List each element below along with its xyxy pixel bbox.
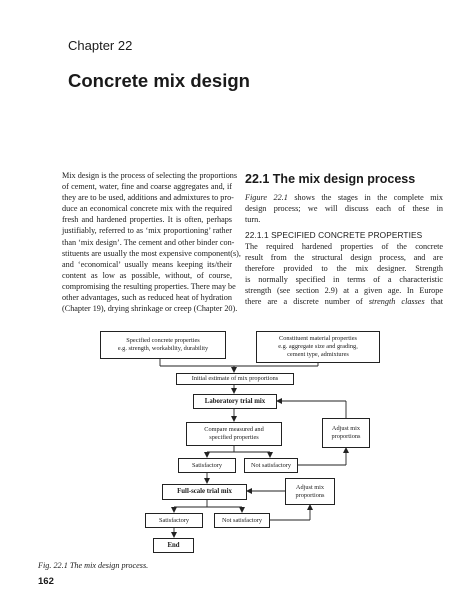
- text-line: than ‘mix design’. The cement and other binder con-: [62, 237, 235, 247]
- box-line: Laboratory trial mix: [204, 397, 266, 405]
- chapter-label: Chapter 22: [68, 38, 133, 53]
- box-line: Constituent material properties: [279, 335, 357, 342]
- text-line: therefore provided to the mix designer. Strength: [245, 264, 443, 274]
- satisfactory-box-2: [145, 513, 203, 528]
- text-line: strength (see section 2.9) at a given age. In Europe: [245, 286, 443, 296]
- text-line: content as low as possible, without, of course,: [62, 270, 232, 280]
- box-line: Satisfactory: [158, 516, 190, 524]
- lab-trial-mix-box: [193, 394, 277, 409]
- initial-estimate-box: [176, 373, 294, 385]
- adjust-proportions-box-2: [285, 478, 335, 505]
- text-line: Mix design is the process of selecting the proportions: [62, 171, 238, 180]
- box-line: Not satisfactory: [221, 516, 263, 524]
- end-box: [153, 538, 194, 553]
- strength-classes-term: strength classes: [368, 297, 425, 307]
- satisfactory-box-1: [178, 458, 236, 473]
- box-line: Initial estimate of mix proportions: [191, 375, 279, 382]
- text-line: The required hardened properties of the concrete: [245, 242, 443, 251]
- box-line: Adjust mix: [295, 483, 325, 491]
- not-satisfactory-box-1: [244, 458, 298, 473]
- adjust-proportions-box-1: [322, 418, 370, 448]
- text-line: design process; we will discuss each of these in: [245, 204, 443, 214]
- specified-properties-box: [100, 331, 226, 359]
- subsection-heading: 22.1.1 SPECIFIED CONCRETE PROPERTIES: [245, 230, 423, 240]
- figure-reference: Figure 22.1: [245, 193, 288, 202]
- not-satisfactory-box-2: [214, 513, 270, 528]
- text-line: fresh and hardened properties. It is often, perhaps: [62, 215, 232, 225]
- text-fragment: shows the stages in the complete mix: [287, 193, 443, 202]
- text-line: and ‘economical’ usually means keeping its/their: [62, 259, 232, 269]
- box-line: End: [167, 541, 180, 549]
- text-line: (Chapter 19), drying shrinkage or creep (Chapter 20).: [62, 304, 238, 314]
- box-line: Compare measured and: [204, 426, 264, 433]
- text-line: of cement, water, fine and coarse aggregates and, if: [62, 182, 232, 192]
- box-line: Full-scale trial mix: [177, 488, 232, 495]
- full-scale-trial-mix-box: [162, 484, 247, 500]
- text-line: is normally specified in terms of a characteristic: [245, 275, 443, 285]
- box-line: Satisfactory: [191, 461, 223, 469]
- text-line: justifiably, referred to as ‘mix proportioning’ rather: [62, 226, 232, 236]
- constituent-properties-box: [256, 331, 380, 363]
- page-number: 162: [38, 576, 54, 587]
- box-line: cement type, admixtures: [287, 351, 349, 358]
- box-line: Not satisfactory: [250, 461, 292, 469]
- box-line: proportions: [295, 491, 325, 499]
- text-line: duce an economical concrete mix with the required: [62, 204, 232, 214]
- compare-properties-box: [186, 422, 282, 446]
- box-line: Adjust mix: [331, 425, 361, 432]
- text-line: compromising the resulting properties. There may be: [62, 281, 236, 291]
- chapter-title: Concrete mix design: [68, 70, 250, 91]
- text-fragment: that: [424, 297, 444, 307]
- text-line: result from the structural design process, and are: [245, 253, 443, 263]
- box-line: e.g. aggregate size and grading,: [278, 343, 358, 350]
- figure-caption: Fig. 22.1 The mix design process.: [38, 561, 149, 570]
- text-line: they are to be used, additions and admixtures to pro-: [62, 193, 234, 203]
- text-line: turn.: [245, 215, 261, 225]
- box-line: specified properties: [209, 434, 259, 441]
- box-line: Specified concrete properties: [126, 337, 200, 344]
- text-fragment: there are a discrete number of: [245, 297, 369, 307]
- box-line: e.g. strength, workability, durability: [117, 345, 209, 352]
- text-line: other advantages, such as reduced heat of hydration: [62, 293, 232, 303]
- box-line: proportions: [331, 433, 361, 440]
- section-heading: 22.1 The mix design process: [245, 172, 416, 186]
- text-line: stituents are usually the most expensive component(s),: [62, 248, 241, 258]
